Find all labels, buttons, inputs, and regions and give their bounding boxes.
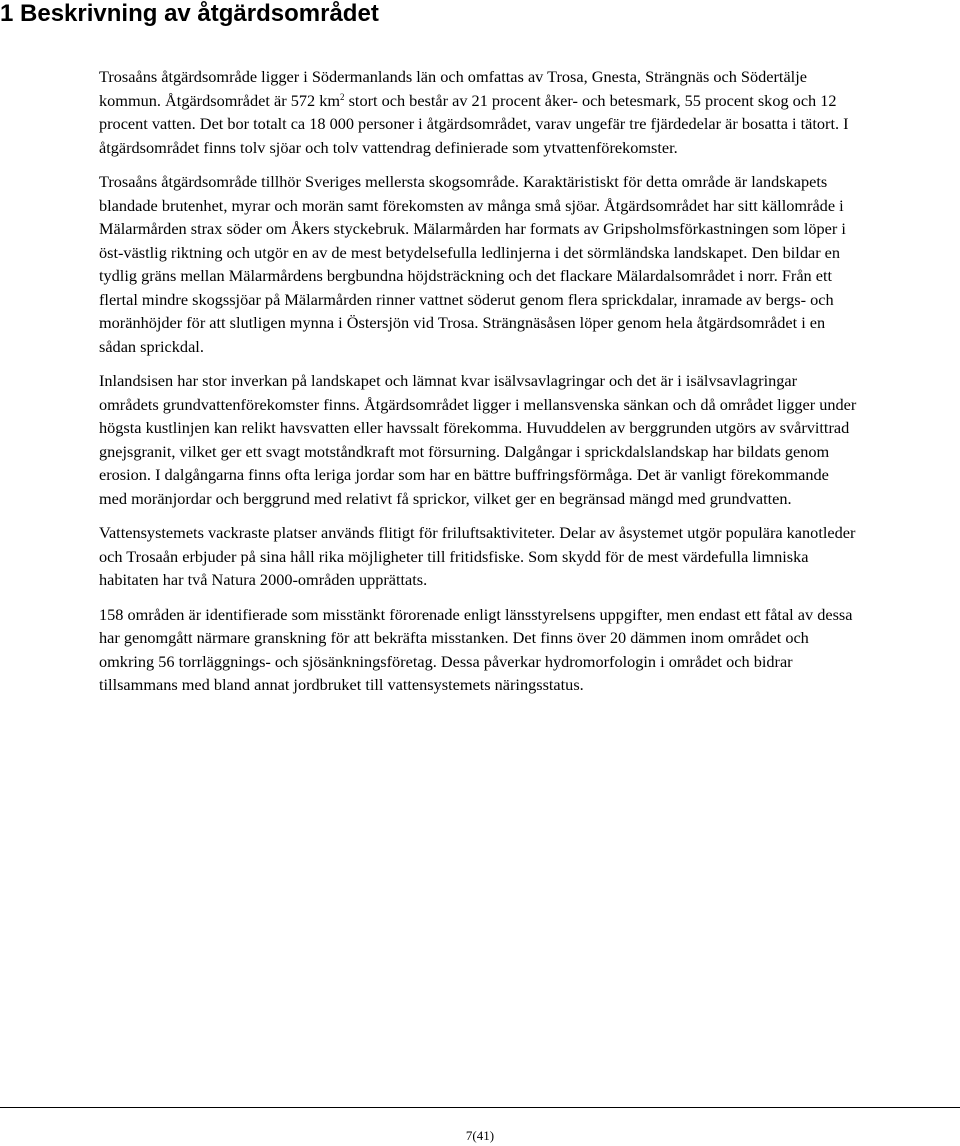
superscript-two: 2 xyxy=(340,91,345,102)
paragraph-overview-text-continued: stort och består av 21 procent åker- och betesmark, 55 procent skog och 12 procent vatten. Det bor totalt ca 18 000 personer i åtgärdsområdet, varav ungefär tre fjärdedelar är bosatta i tätort. I åtgärdsområdet finns tolv sjöar och tolv vattendrag definierade som ytvattenförekomster. xyxy=(99,90,849,157)
paragraph-recreation: Vattensystemets vackraste platser används flitigt för friluftsaktiviteter. Delar av åsystemet utgör populära kanotleder och Trosaån erbjuder på sina håll rika möjligheter till fritidsfiske. Som skydd för de mest värdefulla limniska habitaten har två Natura 2000-områden upprättats. xyxy=(99,523,856,589)
body-text xyxy=(99,65,859,708)
section-heading: 1 Beskrivning av åtgärdsområdet xyxy=(0,0,379,27)
paragraph-pressures: 158 områden är identifierade som misstänkt förorenade enligt länsstyrelsens uppgifter, men endast ett fåtal av dessa har genomgått närmare granskning för att bekräfta misstanken. Det finns över 20 dämmen inom området och omkring 56 torrläggnings- och sjösänkningsföretag. Dessa påverkar hydromorfologin i området och bidrar tillsammans med bland annat jordbruket till vattensystemets näringsstatus. xyxy=(99,604,853,694)
paragraph-overview xyxy=(99,65,859,159)
paragraph-landscape: Trosaåns åtgärdsområde tillhör Sveriges mellersta skogsområde. Karaktäristiskt för detta område är landskapets blandade brutenhet, myrar och morän samt förekomsten av många små sjöar. Åtgärdsområdet har sitt källområde i Mälarmården strax söder om Åkers styckebruk. Mälarmården har formats av Gripsholmsförkastningen som löper i öst-västlig riktning och utgör en av de mest betydelsefulla ledlinjerna i det sörmländska landskapet. Den bildar en tydlig gräns mellan Mälarmårdens bergbundna höjdsträckning och det flackare Mälardalsområdet i norr. Från ett flertal mindre skogssjöar på Mälarmården rinner vattnet söderut genom flera sprickdalar, inramade av bergs- och moränhöjder för att slutligen mynna i Östersjön vid Trosa. Strängnäsåsen löper genom hela åtgärdsområdet i en sådan sprickdal. xyxy=(99,172,846,356)
paragraph-geology: Inlandsisen har stor inverkan på landskapet och lämnat kvar isälvsavlagringar och det är i isälvsavlagringar områdets grundvattenförekomster finns. Åtgärdsområdet ligger i mellansvenska sänkan och då området ligger under högsta kustlinjen kan relikt havsvatten eller havssalt förekomma. Huvuddelen av berggrunden utgörs av svårvittrad gnejsgranit, vilket ger ett svagt motståndkraft mot försurning. Dalgångar i sprickdalslandskap har bildats genom erosion. I dalgångarna finns ofta leriga jordar som har en bättre buffringsförmåga. Det är vanligt förekommande med moränjordar och berggrund med relativt få sprickor, vilket ger en begränsad mängd med grundvatten. xyxy=(99,371,857,508)
paragraph-overview-text: Trosaåns åtgärdsområde ligger i Södermanlands län och omfattas av Trosa, Gnesta, Strängnäs och Södertälje kommun. Åtgärdsområdet är 572 km xyxy=(99,67,807,110)
footer-divider xyxy=(0,1107,960,1108)
page-number: 7(41) xyxy=(465,1128,495,1143)
